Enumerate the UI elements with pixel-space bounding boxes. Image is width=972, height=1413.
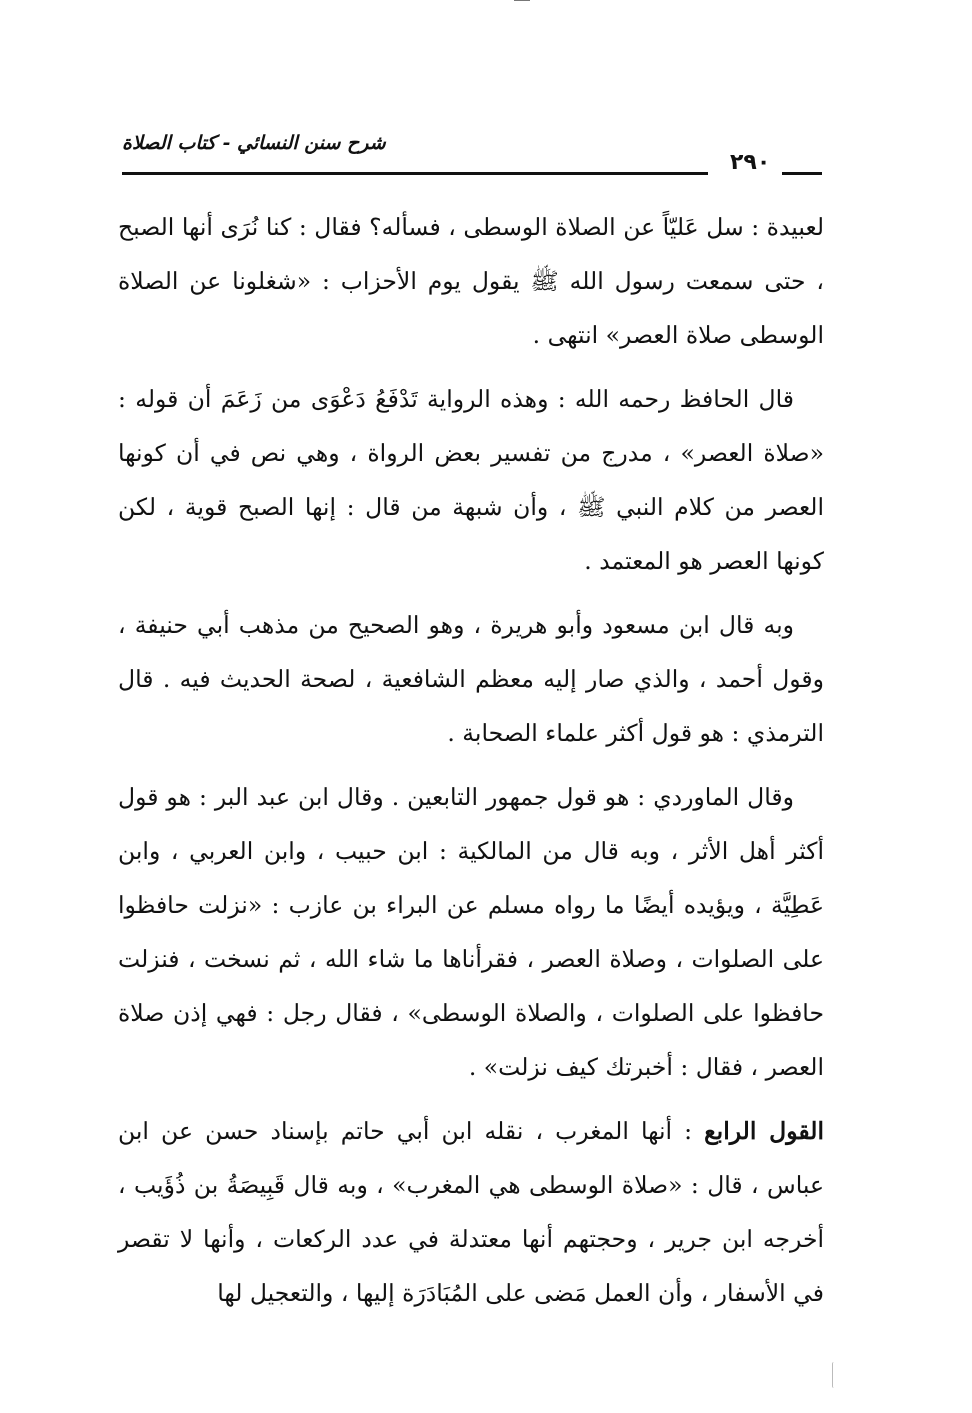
- paragraph-1: [118, 200, 824, 362]
- paragraph-2: [118, 372, 824, 588]
- scan-artifact-top: [514, 0, 530, 5]
- scan-artifact-margin: [832, 1362, 836, 1388]
- paragraph-text: وبه قال ابن مسعود وأبو هريرة ، وهو الصحيح من مذهب أبي حنيفة ، وقول أحمد ، والذي صار إليه معظم الشافعية ، لصحة الحديث فيه . قال الترمذي : هو قول أكثر علماء الصحابة .: [118, 611, 824, 747]
- paragraph-text: وقال الماوردي : هو قول جمهور التابعين . وقال ابن عبد البر : هو قول أكثر أهل الأثر ، وبه قال من المالكية : ابن حبيب ، وابن العربي ، وابن عَطِيَّة ، ويؤيده أيضًا ما رواه مسلم عن البراء بن عازب : «نزلت حافظوا على الصلوات ، وصلاة العصر ، فقرأناها ما شاء الله ، ثم نسخت ، فنزلت حافظوا على الصلوات ، والصلاة الوسطى» ، فقال رجل : فهي إذن صلاة العصر ، فقال : أخبرتك كيف نزلت» .: [118, 783, 824, 1081]
- paragraph-5: [118, 1104, 824, 1320]
- paragraph-text: : أنها المغرب ، نقله ابن أبي حاتم بإسناد حسن عن ابن عباس ، قال : «صلاة الوسطى هي المغرب» ، وبه قال قَبِيصَةُ بن ذُؤَيب ، أخرجه ابن جرير ، وحجتهم أنها معتدلة في عدد الركعات ، وأنها لا تقصر في الأسفار ، وأن العمل مَضى على المُبَادَرَة إليها ، والتعجيل لها: [118, 1117, 824, 1307]
- page-number: ٢٩٠: [730, 150, 771, 175]
- paragraph-text: قال الحافظ رحمه الله : وهذه الرواية تَدْفَعُ دَعْوَى من زَعَمَ أن قوله : «صلاة العصر» ، مدرج من تفسير بعض الرواة ، وهي نص في أن كونها العصر من كلام النبي ﷺ ، وأن شبهة من قال : إنها الصبح قوية ، لكن كونها العصر هو المعتمد .: [118, 385, 824, 575]
- paragraph-4: [118, 770, 824, 1094]
- running-title: شرح سنن النسائي - كتاب الصلاة: [122, 132, 386, 154]
- paragraph-text: لعبيدة : سل عَليّاً عن الصلاة الوسطى ، فسأله؟ فقال : كنا نُرَى أنها الصبح ، حتى سمعت رسول الله ﷺ يقول يوم الأحزاب : «شغلونا عن الصلاة الوسطى صلاة العصر» انتهى .: [118, 213, 824, 349]
- page-body: [118, 200, 824, 1330]
- page-header: [122, 118, 822, 188]
- header-rule: [122, 172, 708, 175]
- header-rule-short: [782, 172, 822, 175]
- paragraph-lead: القول الرابع: [704, 1117, 824, 1145]
- paragraph-3: [118, 598, 824, 760]
